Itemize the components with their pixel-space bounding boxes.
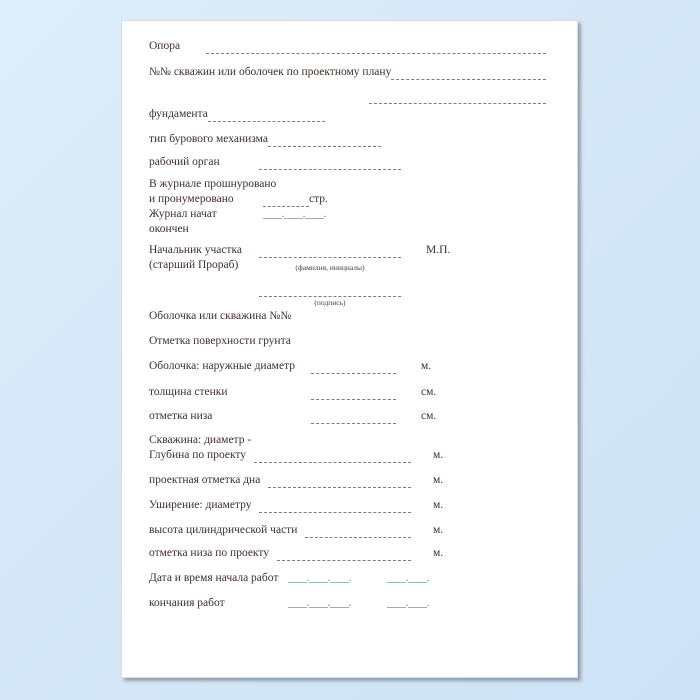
well-row-0-label: Глубина по проекту	[149, 449, 246, 461]
wells-continuation-blank-line	[369, 91, 546, 104]
work-organ-blank-line	[259, 157, 401, 170]
shell-or-well-row	[149, 309, 546, 324]
well-row-2-unit: м.	[433, 499, 444, 511]
chief-row	[149, 243, 546, 258]
support-row	[149, 39, 546, 54]
shell-row-0-label: Оболочка: наружные диаметр	[149, 360, 295, 372]
start-datetime-label: Дата и время начала работ	[149, 572, 279, 584]
well-row-3-unit: м.	[433, 524, 444, 536]
scanned-form-page	[121, 20, 578, 678]
chief-sub-label: (старший Прораб)	[149, 259, 239, 271]
signature-blank-line	[259, 284, 401, 297]
start-time-blank: ____.____.	[387, 573, 430, 584]
journal-bound-row	[149, 177, 546, 192]
signature-caption: (подпись)	[314, 298, 346, 307]
journal-pages-label: стр.	[309, 193, 328, 205]
well-row-2-blank-line	[259, 500, 411, 513]
chief-label: Начальник участка	[149, 244, 242, 256]
journal-started-label: Журнал начат	[149, 208, 217, 220]
journal-finished-row	[149, 222, 546, 237]
start-date-blank: ____.____.____.	[288, 573, 352, 584]
wells-continuation-row	[149, 91, 546, 104]
journal-numbered-row	[149, 192, 546, 207]
journal-pages-blank-line	[263, 194, 309, 207]
signature-caption-row	[149, 297, 546, 308]
well-row-2-label: Уширение: диаметру	[149, 499, 252, 511]
journal-started-row	[149, 207, 546, 222]
support-blank-line	[206, 41, 546, 54]
well-row-1	[149, 473, 546, 488]
drill-type-row	[149, 132, 546, 147]
signature-row	[149, 286, 546, 297]
end-time-blank: ____.____.	[387, 598, 430, 609]
stamp-label: М.П.	[426, 244, 451, 256]
well-row-1-label: проектная отметка дна	[149, 474, 261, 486]
well-row-0	[149, 448, 546, 463]
foundation-row	[149, 107, 546, 122]
journal-finished-label: окончен	[149, 223, 189, 235]
shell-row-2-label: отметка низа	[149, 410, 213, 422]
shell-row-0-blank-line	[311, 361, 396, 374]
drill-type-label: тип бурового механизма	[149, 133, 268, 145]
work-organ-row	[149, 155, 546, 170]
shell-row-2	[149, 409, 546, 424]
shell-row-2-blank-line	[311, 411, 396, 424]
well-row-4	[149, 546, 546, 561]
shell-row-1-label: толщина стенки	[149, 386, 228, 398]
well-row-0-blank-line	[254, 450, 411, 463]
foundation-blank-line	[208, 109, 325, 122]
wells-blank-line	[391, 67, 546, 80]
shell-row-1-unit: см.	[421, 386, 437, 398]
shell-row-0	[149, 359, 546, 374]
drill-type-blank-line	[268, 134, 381, 147]
foundation-label: фундамента	[149, 108, 208, 120]
end-date-blank: ____.____.____.	[288, 598, 352, 609]
end-datetime-label: кончания работ	[149, 597, 225, 609]
end-datetime-row	[149, 596, 546, 611]
journal-start-date-blank: ____.____.____.	[263, 209, 327, 220]
work-organ-label: рабочий орган	[149, 156, 220, 168]
well-row-4-unit: м.	[433, 547, 444, 559]
well-header-row	[149, 433, 546, 448]
shell-row-0-unit: м.	[421, 360, 432, 372]
well-row-2	[149, 498, 546, 513]
chief-name-blank-line	[259, 245, 401, 258]
shell-or-well-label: Оболочка или скважина №№	[149, 310, 292, 322]
journal-bound-label: В журнале прошнуровано	[149, 178, 277, 190]
chief-sub-row	[149, 258, 546, 273]
well-row-4-label: отметка низа по проекту	[149, 547, 269, 559]
shell-row-2-unit: см.	[421, 410, 437, 422]
well-row-4-blank-line	[277, 548, 411, 561]
shell-row-1	[149, 385, 546, 400]
well-row-3-label: высота цилиндрической части	[149, 524, 298, 536]
journal-numbered-label: и пронумеровано	[149, 193, 234, 205]
start-datetime-row	[149, 571, 546, 586]
wells-label: №№ скважин или оболочек по проектному плану	[149, 66, 392, 78]
support-label: Опора	[149, 40, 181, 52]
well-row-3	[149, 523, 546, 538]
ground-level-row	[149, 334, 546, 349]
well-row-1-blank-line	[268, 475, 411, 488]
ground-level-label: Отметка поверхности грунта	[149, 335, 291, 347]
well-row-3-blank-line	[305, 525, 411, 538]
name-caption: (фамилия, инициалы)	[295, 263, 365, 272]
well-row-0-unit: м.	[433, 449, 444, 461]
well-row-1-unit: м.	[433, 474, 444, 486]
shell-row-1-blank-line	[311, 387, 396, 400]
well-header-label: Скважина: диаметр -	[149, 434, 252, 446]
wells-row	[149, 65, 546, 80]
